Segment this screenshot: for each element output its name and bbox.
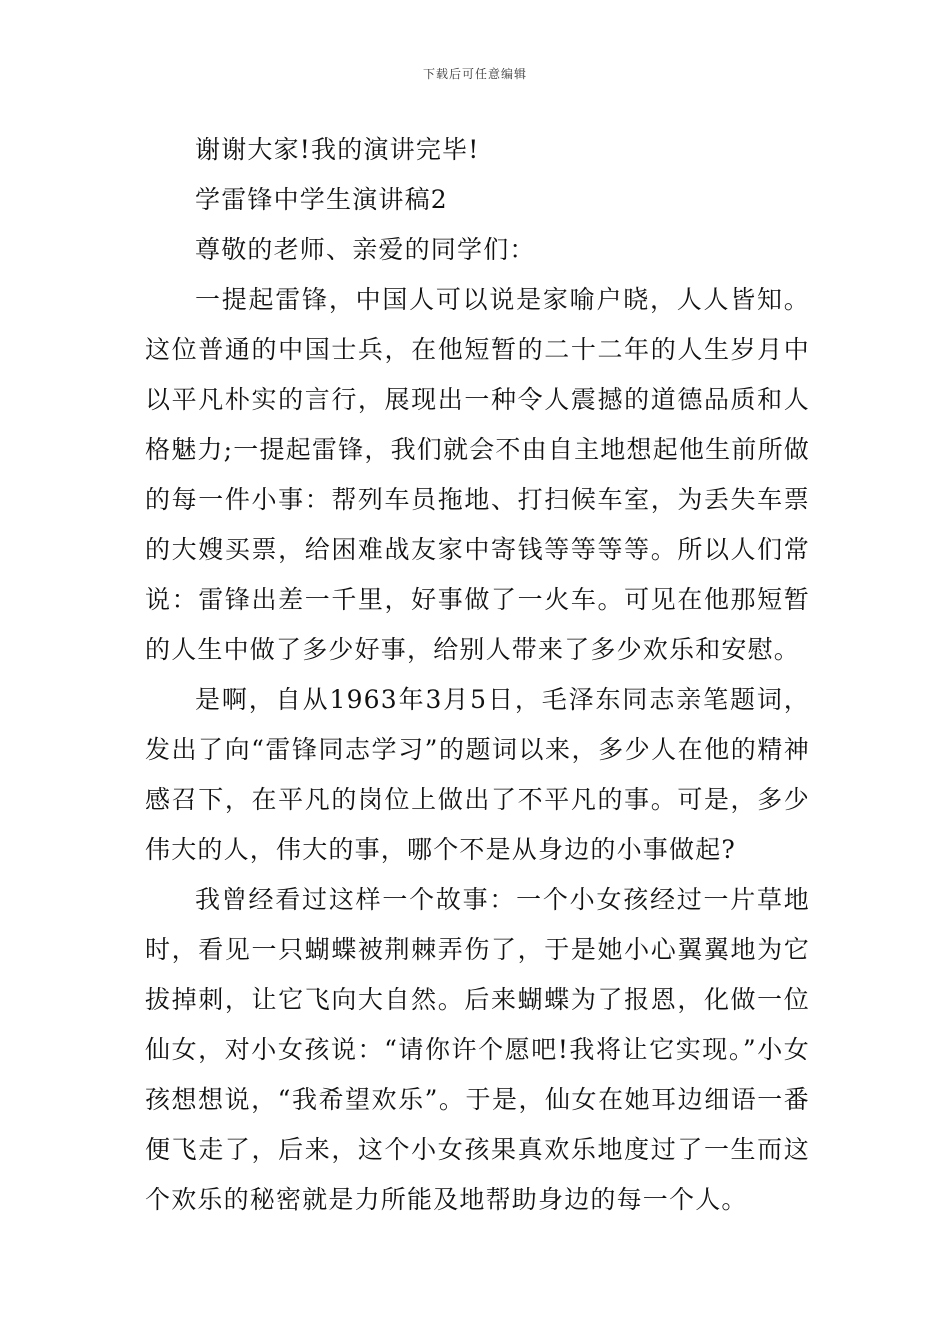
paragraph: 一提起雷锋，中国人可以说是家喻户晓，人人皆知。这位普通的中国士兵，在他短暂的二十二年的人生岁月中以平凡朴实的言行，展现出一种令人震撼的道德品质和人格魅力;一提起雷锋，我们就会不由自主地想起他生前所做的每一件小事：帮列车员拖地、打扫候车室，为丢失车票的大嫂买票，给困难战友家中寄钱等等等等。所以人们常说：雷锋出差一千里，好事做了一火车。可见在他那短暂的人生中做了多少好事，给别人带来了多少欢乐和安慰。 xyxy=(145,285,810,664)
salutation: 尊敬的老师、亲爱的同学们： xyxy=(195,235,536,264)
page-header-note: 下载后可任意编辑 xyxy=(422,67,527,81)
paragraph: 我曾经看过这样一个故事：一个小女孩经过一片草地时，看见一只蝴蝶被荆棘弄伤了，于是她小心翼翼地为它拔掉刺，让它飞向大自然。后来蝴蝶为了报恩，化做一位仙女，对小女孩说：“请你许个愿吧!我将让它实现。”小女孩想想说，“我希望欢乐”。于是，仙女在她耳边细语一番便飞走了，后来，这个小女孩果真欢乐地度过了一生而这个欢乐的秘密就是力所能及地帮助身边的每一个人。 xyxy=(145,885,810,1214)
document-body xyxy=(145,125,810,1225)
closing-line: 谢谢大家!我的演讲完毕! xyxy=(195,135,480,164)
paragraph: 是啊，自从1963年3月5日，毛泽东同志亲笔题词，发出了向“雷锋同志学习”的题词以来，多少人在他的精神感召下，在平凡的岗位上做出了不平凡的事。可是，多少伟大的人，伟大的事，哪个不是从身边的小事做起? xyxy=(145,685,810,864)
speech-title: 学雷锋中学生演讲稿2 xyxy=(195,185,448,214)
